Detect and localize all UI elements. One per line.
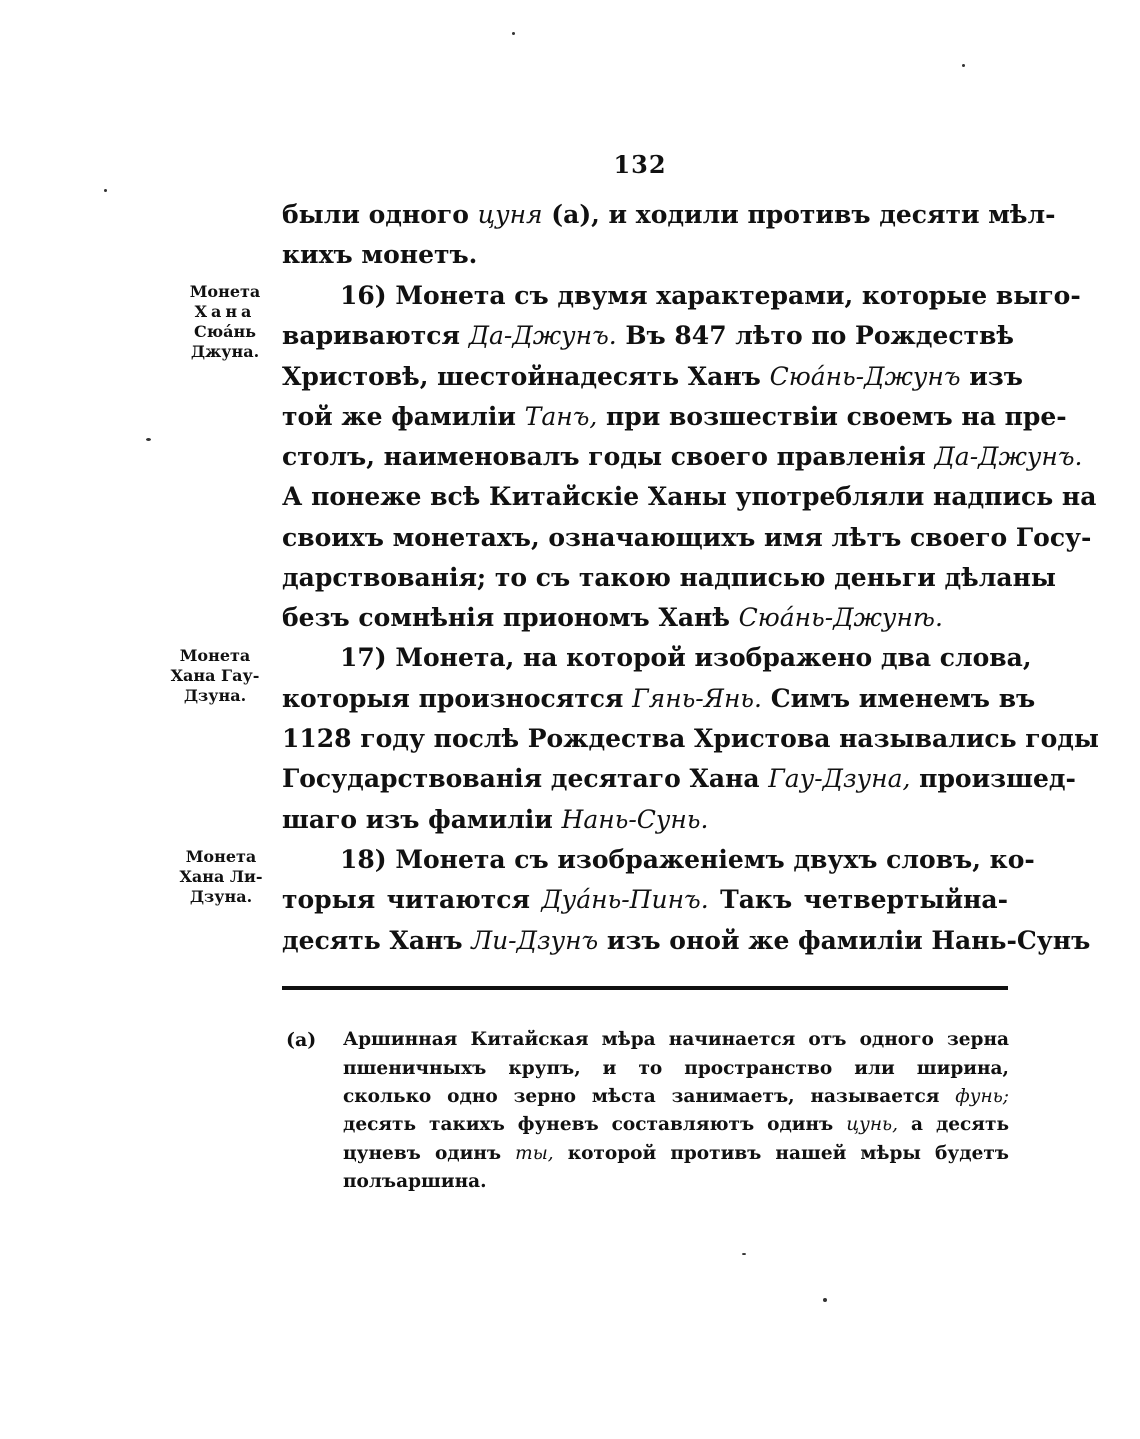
text-line-main: той же фамиліи — [282, 402, 525, 431]
text-line — [282, 477, 1097, 517]
footnote-line-main: цуневъ одинъ — [343, 1143, 516, 1164]
margin-note-line: Монета — [179, 646, 251, 665]
margin-note-line: Монета — [189, 282, 261, 301]
text-line — [282, 840, 1035, 880]
text-line-main: дарствованія; то съ такою надписью деньги дѣланы — [282, 563, 1056, 592]
footnote-line-italic: ты, — [515, 1143, 554, 1164]
text-line-main: вариваются — [282, 321, 469, 350]
text-line-main: кихъ монетъ. — [282, 240, 478, 269]
text-line — [282, 638, 1032, 678]
footnote-line-main: десять такихъ фуневъ составляютъ одинъ — [343, 1114, 847, 1135]
footnote-line — [343, 1083, 1009, 1111]
margin-note-line: Дзуна. — [189, 887, 253, 906]
text-line-italic: Нань-Сунь. — [561, 805, 709, 834]
text-line-main: были одного — [282, 200, 478, 229]
text-line-italic: Дуáнь-Пинъ. — [541, 885, 709, 914]
text-line — [282, 719, 1099, 759]
text-line-tail: изъ — [960, 362, 1023, 391]
margin-note-line: Дзуна. — [183, 686, 247, 705]
text-line-main: А понеже всѣ Китайскіе Ханы употребляли надпись на — [282, 482, 1097, 511]
margin-note-2 — [166, 646, 264, 706]
footnote-line-italic: фунь; — [955, 1086, 1009, 1107]
text-line-main: своихъ монетахъ, означающихъ имя лѣтъ своего Госу- — [282, 523, 1092, 552]
text-line — [282, 679, 1036, 719]
text-line — [282, 558, 1056, 598]
text-line-italic: Гянь-Янь. — [632, 684, 762, 713]
text-line-main: Христовѣ, шестойнадесять Ханъ — [282, 362, 770, 391]
footnote-line-tail: а десять — [898, 1114, 1009, 1135]
page-number: 132 — [613, 150, 667, 179]
text-line — [282, 437, 1083, 477]
text-line-italic: Сюáнь-Джунъ — [769, 362, 961, 391]
text-line-main: 17) Монета, на которой изображено два слова, — [340, 643, 1032, 672]
text-line-tail: Симъ именемъ въ — [761, 684, 1036, 713]
footnote-line-tail: которой противъ нашей мѣры будетъ — [553, 1143, 1009, 1164]
text-line-tail: при возшествіи своемъ на пре- — [597, 402, 1067, 431]
margin-note-line: Хана Гау- — [170, 666, 260, 685]
text-line-main: торыя читаются — [282, 885, 542, 914]
text-line — [282, 195, 1056, 235]
margin-note-line: Хана — [194, 302, 256, 321]
text-line — [282, 235, 1008, 275]
margin-note-line: Джуна. — [190, 342, 260, 361]
footnote-line-main: пшеничныхъ крупъ, и то пространство или ширина, — [343, 1058, 1009, 1079]
footnote-line-italic: цунь, — [846, 1114, 898, 1135]
text-line — [282, 598, 1008, 638]
margin-note-line: Хана Ли- — [179, 867, 263, 886]
text-line-tail: произшед- — [910, 764, 1076, 793]
scan-speck — [962, 64, 965, 67]
text-line — [282, 880, 1008, 920]
text-line-italic: Да-Джунъ. — [468, 321, 617, 350]
text-line — [282, 518, 1092, 558]
scan-speck — [146, 438, 151, 441]
footnote-rule — [282, 986, 1008, 990]
text-line-main: безъ сомнѣнія приономъ Ханѣ — [282, 603, 739, 632]
scan-speck — [512, 32, 515, 35]
text-line-italic: Танъ, — [524, 402, 598, 431]
footnote-line-main: полъаршина. — [343, 1171, 487, 1192]
text-line-main: которыя произносятся — [282, 684, 633, 713]
text-line-main: 18) Монета съ изображеніемъ двухъ словъ, ко- — [340, 845, 1035, 874]
footnote-line — [343, 1140, 1009, 1168]
footnote-line-main: сколько одно зерно мѣста занимаетъ, называется — [343, 1086, 956, 1107]
text-line-main: 16) Монета съ двумя характерами, которые выго- — [340, 281, 1081, 310]
text-line-italic: Да-Джунъ. — [934, 442, 1083, 471]
text-line-tail: изъ оной же фамиліи Нань-Сунъ — [598, 926, 1091, 955]
margin-note-1 — [176, 282, 274, 362]
footnote-line — [343, 1111, 1009, 1139]
text-line-italic: цуня — [477, 200, 543, 229]
footnote-line — [343, 1026, 1009, 1054]
text-line-main: шаго изъ фамиліи — [282, 805, 562, 834]
margin-note-3 — [172, 847, 270, 907]
margin-note-line: Монета — [185, 847, 257, 866]
text-line — [282, 800, 1008, 840]
text-line — [282, 921, 1091, 961]
text-line — [282, 316, 1014, 356]
text-line-italic: Ли-Дзунъ — [471, 926, 599, 955]
scan-speck — [823, 1298, 827, 1302]
text-line-main: десять Ханъ — [282, 926, 472, 955]
text-line — [282, 276, 1081, 316]
footnote-line — [343, 1055, 1009, 1083]
text-line-tail: Въ 847 лѣто по Рождествѣ — [616, 321, 1014, 350]
text-line-italic: Гау-Дзуна, — [768, 764, 911, 793]
text-line — [282, 759, 1076, 799]
footnote-line — [343, 1168, 1009, 1196]
text-line — [282, 357, 1023, 397]
footnote-mark: (а) — [286, 1029, 317, 1051]
margin-note-line: Сюáнь — [193, 322, 257, 341]
text-line-tail: Такъ четвертыйна- — [708, 885, 1008, 914]
scan-speck — [742, 1253, 746, 1255]
text-line-main: 1128 году послѣ Рождества Христова назывались годы — [282, 724, 1099, 753]
footnote-line-main: Аршинная Китайская мѣра начинается отъ одного зерна — [343, 1029, 1009, 1050]
text-line-main: Государствованія десятаго Хана — [282, 764, 769, 793]
text-line-tail: (а), и ходили противъ десяти мѣл- — [542, 200, 1056, 229]
text-line-italic: Сюáнь-Джунѣ. — [738, 603, 943, 632]
text-line-main: столъ, наименовалъ годы своего правленія — [282, 442, 935, 471]
text-line — [282, 397, 1067, 437]
scan-speck — [104, 189, 107, 192]
